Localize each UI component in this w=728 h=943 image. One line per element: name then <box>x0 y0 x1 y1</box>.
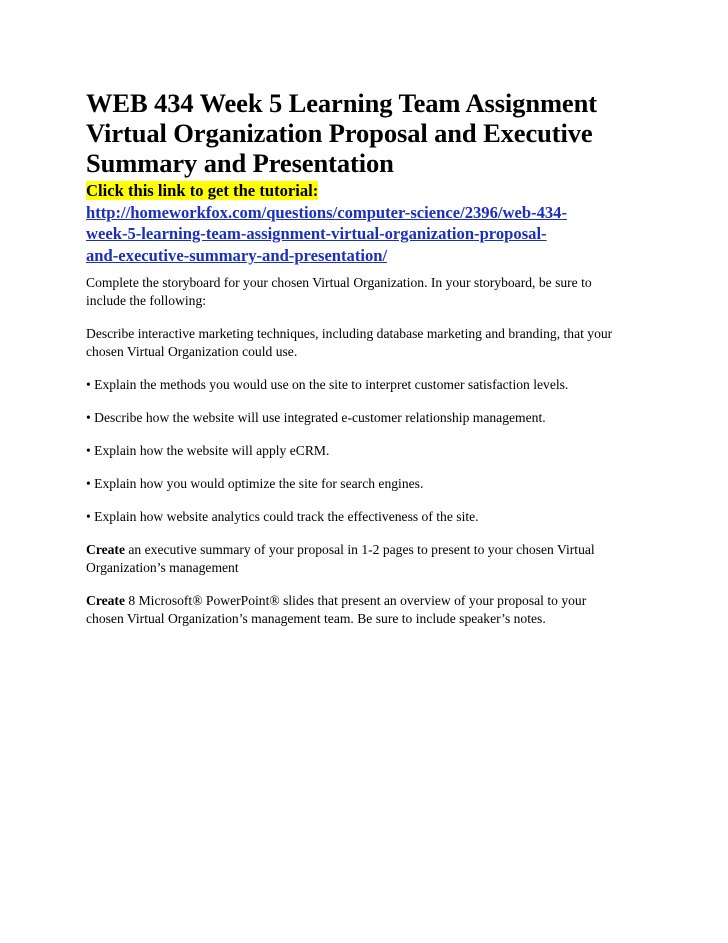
bullet-item: • Describe how the website will use integrated e-customer relationship management. <box>86 410 546 425</box>
intro-paragraph <box>86 274 646 310</box>
describe-paragraph <box>86 325 646 361</box>
intro-line: Complete the storyboard for your chosen Virtual Organization. In your storyboard, be sure to <box>86 275 592 290</box>
bullet-item: • Explain how website analytics could track the effectiveness of the site. <box>86 509 479 524</box>
create-summary-paragraph: Create an executive summary of your proposal in 1-2 pages to present to your chosen Virtual Organization’s management <box>86 542 595 575</box>
title-line: WEB 434 Week 5 Learning Team Assignment <box>86 88 597 118</box>
tutorial-lead-highlight: Click this link to get the tutorial: <box>86 181 319 200</box>
create-keyword: Create <box>86 542 125 557</box>
describe-line: Describe interactive marketing techniques, including database marketing and branding, that your <box>86 326 613 341</box>
title-line: Summary and Presentation <box>86 148 394 178</box>
tutorial-link[interactable]: week-5-learning-team-assignment-virtual-organization-proposal- <box>86 224 547 243</box>
document-page <box>86 88 646 628</box>
create-keyword: Create <box>86 593 125 608</box>
create-slides-paragraph: Create 8 Microsoft® PowerPoint® slides that present an overview of your proposal to your chosen Virtual Organization’s management team. Be sure to include speaker’s notes. <box>86 593 587 626</box>
title-line: Virtual Organization Proposal and Executive <box>86 118 593 148</box>
bullet-item: • Explain how the website will apply eCRM. <box>86 443 330 458</box>
intro-line: include the following: <box>86 293 207 308</box>
bullet-item: • Explain the methods you would use on the site to interpret customer satisfaction levels. <box>86 377 569 392</box>
tutorial-block <box>86 180 646 266</box>
describe-line: chosen Virtual Organization could use. <box>86 344 298 359</box>
tutorial-link[interactable]: and-executive-summary-and-presentation/ <box>86 245 388 265</box>
bullet-item: • Explain how you would optimize the site for search engines. <box>86 476 424 491</box>
document-title <box>86 88 646 178</box>
tutorial-link[interactable]: http://homeworkfox.com/questions/computer-science/2396/web-434- <box>86 202 568 222</box>
